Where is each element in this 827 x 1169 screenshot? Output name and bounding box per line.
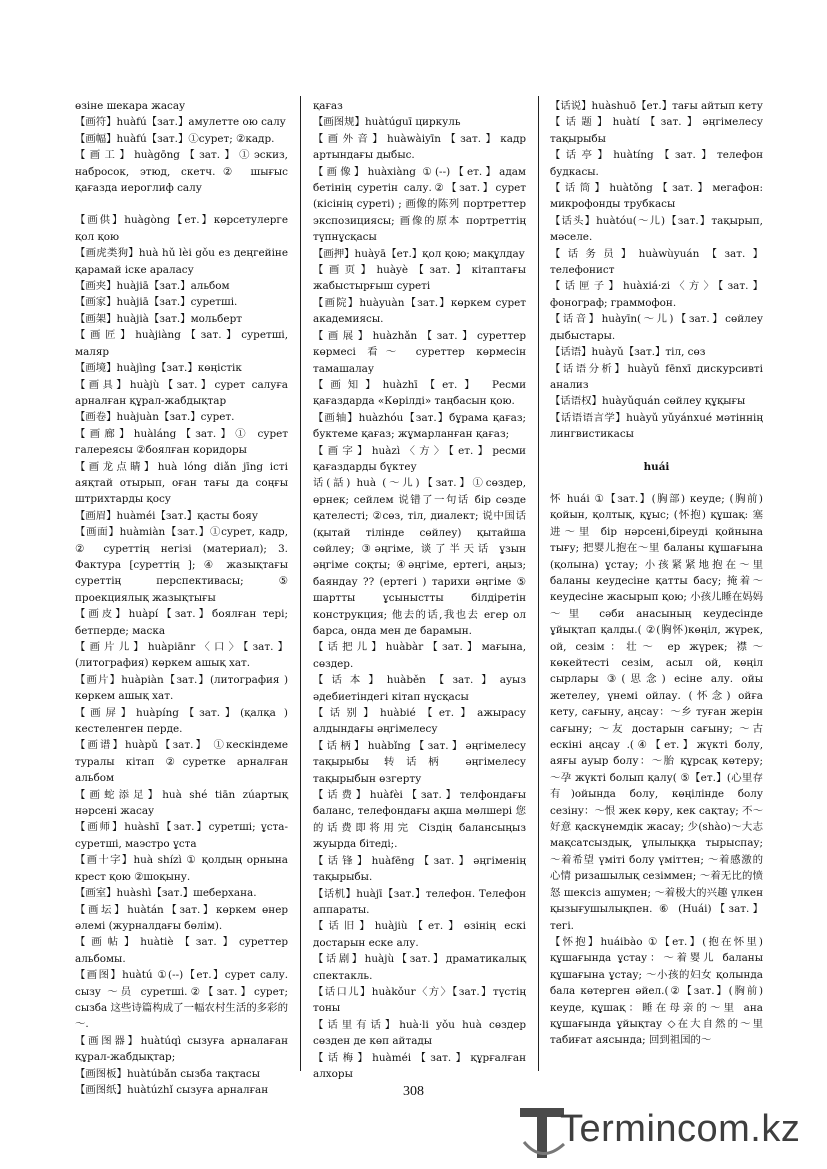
dictionary-entry: 【话语权】huàyǔquán сөйлеу құқығы bbox=[550, 395, 746, 408]
dictionary-entry: 【话剧】huàjù【зат.】драматикалық спектакль. bbox=[313, 953, 526, 982]
dictionary-entry: 【画屏】huàpíng【зат.】(қалқа ) кестеленген перде. bbox=[75, 706, 288, 736]
dictionary-entry: 【画押】huàyā【ет.】қол қою; мақұлдау bbox=[313, 247, 525, 260]
dictionary-entry: 【画帖】huàtiè【зат.】суреттер альбомы. bbox=[75, 936, 288, 965]
column-divider bbox=[538, 96, 539, 1071]
dictionary-entry: 【话费】huàfèi【зат.】телфондағы баланс, телефондағы ақша мөлшері 您的话费即将用完 Сіздің балансыңыз жуырда бітеді;. bbox=[313, 789, 526, 851]
dictionary-entry: 【画轴】huàzhóu【зат.】бұрама қағаз; буктеме қағаз; жұмарланған қағаз; bbox=[313, 411, 526, 441]
dictionary-entry: 【画室】huàshì【зат.】шеберхана. bbox=[75, 887, 257, 900]
dictionary-entry: 【话里有话】huà·li yǒu huà сөздер сөзден де көп айтады bbox=[313, 1018, 526, 1048]
dictionary-entry: 【话锋】huàfēng【зат.】әңгіменің тақырыбы. bbox=[313, 854, 526, 884]
dictionary-entry: қағаз bbox=[313, 100, 343, 112]
dictionary-entry: 【画展】huàzhǎn【зат.】суреттер көрмесі 看～ суреттер көрмесін тамашалау bbox=[313, 329, 526, 375]
dictionary-entry: 【画眉】huàméi【зат.】қасты бояу bbox=[75, 509, 258, 522]
dictionary-entry bbox=[75, 196, 288, 212]
dictionary-entry: 【画符】huàfú【зат.】амулетте ою салу bbox=[75, 116, 286, 129]
dictionary-entry: 【话亭】huàtíng【зат.】телефон будкасы. bbox=[550, 149, 763, 178]
dictionary-entry: 【画家】huàjiā【зат.】суретші. bbox=[75, 296, 238, 309]
dictionary-entry: 【话匣子】huàxiá·zi〈方〉【зат.】фонограф; граммофон. bbox=[550, 280, 763, 309]
dictionary-entry: өзіне шекара жасау bbox=[75, 100, 186, 112]
dictionary-entry bbox=[550, 443, 763, 459]
dictionary-entry: 【画知】huàzhī【ет.】 Ресми қағаздарда «Көрілді» таңбасын қою. bbox=[313, 378, 526, 408]
dictionary-entry: 【话语语言学】huàyǔ yǔyánxué мәтіннің лингвистикасы bbox=[550, 411, 763, 441]
dictionary-entry: 【画师】huàshī【зат.】суретші; ұста-суретші, маэстро ұста bbox=[75, 821, 288, 850]
dictionary-entry: 【画面】huàmiàn【зат.】①сурет, кадр, ② суреттің негізі (материал); 3. Фактура [суреттің ]; ④ жазықтағы суреттің перспективасы; ⑤ проекциялық жазықтығы bbox=[75, 526, 288, 604]
dictionary-entry: 【画境】huàjìng【зат.】көңістік bbox=[75, 362, 242, 375]
dictionary-entry: 【画皮】huàpí【зат.】боялған тері; бетперде; маска bbox=[75, 608, 288, 637]
dictionary-entry: 【画页】huàyè【зат.】кітаптағы жабыстырғыш суреті bbox=[313, 264, 526, 293]
dictionary-entry: 【话别】huàbié【ет.】ажырасу алдындағы әңгімелесу bbox=[313, 707, 526, 736]
dictionary-entry: 怀 huái ①【зат.】(胸部) кеуде; (胸前) қойын, қолтық, құыс; (怀抱) құшақ: 塞进～里 бір нәрсені,біреуді қойнына тығу; 把婴儿抱在～里 баланы құшағына (қолына) ұстау; 小孩紧紧地抱在～里 баланы кеудесіне қатты басу; 掩着～ кеудесіне жасырып қою; 小孩儿睡在妈妈～里 сәби анасының кеудесінде ұйықтап қалды.( ②(胸怀)көңіл, жүрек, ой, сезім：壮～ ер жүрек; 襟～көкейтесті сезім, асыл ой, көңіл сырлары ③(思念) есіне алу. ойы жетелеу, үнемі ойлау. (怀念) ойға кету, сағыну, аңсау：～乡 туған жерін сағыну; ～友 достарын сағыну; ～古 ескіні аңсау .(④【ет.】жүкті болу, аяғы ауыр болу：～胎 құрсақ көтеру; ～孕 жүкті болып қалу( ⑤【ет.】(心里存有)ойында болу, көңілінде болу сезіну：～恨 жек көру, кек сақтау; 不～好意 қаскүнемдік жасау; 少(shào)～大志 мақсатсыздық, ұлылыққа тырыспау; ～着希望 үміті болу үміттен; ～着感激的心情 ризашылық сезіммен; ～着无比的愤怒 шексіз ашумен; ～着极大的兴趣 үлкен қызығушылықпен. ⑥ (Huái)【зат.】тегі. bbox=[550, 492, 763, 932]
dictionary-entry: 【话柄】huàbǐng【зат.】әңгімелесу тақырыбы 转话柄 әңгімелесу тақырыбын өзгерту bbox=[313, 739, 526, 785]
dictionary-entry: 【话旧】huàjiù【ет.】өзінің ескі достарын еске алу. bbox=[313, 920, 526, 949]
dictionary-entry: 【话把儿】huàbàr【зат.】мағына, сөздер. bbox=[313, 641, 526, 670]
dictionary-entry: 【话说】huàshuō【ет.】тағы айтып кету bbox=[550, 100, 763, 112]
dictionary-entry: 【画图规】huàtúguī циркуль bbox=[313, 116, 461, 129]
dictionary-entry: 【画虎类狗】huà hǔ lèi gǒu ез деңгейіне қарамай іске араласу bbox=[75, 247, 288, 276]
dictionary-entry: 【画卷】huàjuàn【зат.】сурет. bbox=[75, 411, 235, 424]
dictionary-entry: 【话务员】huàwùyuán【зат.】телефонист bbox=[550, 247, 763, 277]
dictionary-entry: 【话头】huàtóu(～儿)【зат.】тақырып, мәселе. bbox=[550, 214, 763, 244]
dictionary-entry: 【画院】huàyuàn【зат.】көркем сурет академиясы. bbox=[313, 296, 526, 326]
dictionary-entry: 【画图纸】huàtúzhǐ сызуға арналған bbox=[75, 1083, 269, 1096]
dictionary-entry: 【话梅】huàméi【зат.】құрғалған алхоры bbox=[313, 1051, 526, 1080]
column-1 bbox=[75, 98, 288, 1096]
dictionary-entry: 【话口儿】huàkǒur〈方〉【зат.】түстің тоны bbox=[313, 985, 526, 1015]
dictionary-entry: 【话题】huàtí【зат.】әңгімелесу тақырыбы bbox=[550, 116, 763, 145]
section-heading: huái bbox=[643, 460, 670, 473]
dictionary-entry: 【画外音】huàwàiyīn【зат.】кадр артындағы дыбыс. bbox=[313, 132, 526, 162]
column-3 bbox=[550, 98, 763, 1073]
dictionary-entry: 【画匠】huàjiàng【зат.】суретші, маляр bbox=[75, 329, 288, 358]
dictionary-entry: 【话机】huàjī【зат.】телефон. Телефон аппараты. bbox=[313, 887, 526, 916]
dictionary-entry: 【画工】huàgōng【зат.】①эскиз, набросок, этюд, скетч.② шығыс қағазда иероглиф салу bbox=[75, 149, 288, 195]
dictionary-entry: 【怀抱】huáibào ①【ет.】(抱在怀里) құшағында ұстау：～着婴儿 баланы құшағына ұстау; ～小孩的妇女 қолында бала көтерген әйел.(②【зат.】(胸前) кеуде, құшақ：睡在母亲的～里 ана құшағында ұйықтау ◇在大自然的～里 табиғат аясында; 回到祖国的～ bbox=[550, 935, 763, 1047]
dictionary-entry: 【画供】huàgòng【ет.】көрсетулерге қол қою bbox=[75, 214, 288, 243]
dictionary-entry: 【话语分析】huàyǔ fēnxī дискурсивті анализ bbox=[550, 362, 763, 391]
dictionary-entry: 【画片儿】huàpiānr〈口〉【зат.】(литография) көркем ашық хат. bbox=[75, 641, 288, 670]
dictionary-entry: 【话语】huàyǔ【зат.】тіл, сөз bbox=[550, 346, 706, 359]
page-number: 308 bbox=[403, 1084, 424, 1099]
dictionary-entry: 【话本】huàběn【зат.】ауыз әдебиетіндегі кітап нұсқасы bbox=[313, 674, 526, 703]
dictionary-entry: 【画具】huàjù【зат.】сурет салуға арналған құрал-жабдықтар bbox=[75, 378, 288, 407]
dictionary-entry bbox=[550, 475, 763, 491]
dictionary-entry: 【画坛】huàtán【зат.】көркем өнер әлемі (журналдағы бөлім). bbox=[75, 903, 288, 932]
column-2 bbox=[313, 98, 526, 1080]
dictionary-entry: 【画夹】huàjiā【зат.】альбом bbox=[75, 280, 230, 293]
dictionary-entry: 【画廊】huàláng【зат.】① сурет галереясы ②боялған коридоры bbox=[75, 427, 288, 457]
dictionary-entry: 【画谱】huàpǔ【зат.】 ①кескіндеме туралы кітап ②суретке арналған альбом bbox=[75, 739, 288, 785]
dictionary-entry: 【画蛇添足】huà shé tiān zúартық нәрсені жасау bbox=[75, 788, 288, 818]
dictionary-entry: 【画幅】huàfú【зат.】①сурет; ②кадр. bbox=[75, 132, 275, 145]
dictionary-entry: 【画十字】huà shízì ① қолдың орнына крест қою ②шоқыну. bbox=[75, 854, 288, 883]
dictionary-entry: 【画字】huàzì〈方〉【ет.】ресми қағаздарды бүктеу bbox=[313, 444, 526, 473]
watermark-text: Termincom.kz bbox=[560, 1108, 801, 1150]
dictionary-entry: 【画图器】huàtúqì сызуға арналаған құрал-жабдықтар; bbox=[75, 1034, 288, 1064]
dictionary-entry: 【话音】huàyīn(～儿)【зат.】сөйлеу дыбыстары. bbox=[550, 313, 763, 342]
dictionary-entry: 话(話) huà (～儿)【зат.】①сөздер, өрнек; сейлем 说错了一句话 бір сөзде қателесті; ②сөз, тіл, диалект; 说中国话 (қытай тілінде сөйлеу) қытайша сөйлеу; ③әңгіме, 谈了半天话 ұзын әңгіме соқты; ④әңгіме, ертегі, аңыз; баяндау ?? (ертегі ) тарихи әңгіме ⑤ шартты ұсыныстты білдіретін конструкция; 他去的话,我也去 егер ол барса, онда мен де барамын. bbox=[313, 477, 526, 637]
column-divider bbox=[300, 96, 301, 1071]
dictionary-entry: 【画龙点睛】huà lóng diǎn jīng істі аяқтай отырып, оған тағы да соңғы штрихтарды қосу bbox=[75, 460, 288, 506]
dictionary-entry: 【画图】huàtú ①(--)【ет.】сурет салу. сызу ～员 суретші.②【зат.】сурет; сызба 这些诗篇构成了一幅农村生活的多彩的～. bbox=[75, 969, 288, 1031]
dictionary-entry: 【画架】huàjià【зат.】мольберт bbox=[75, 312, 242, 325]
dictionary-entry: 【画片】huàpiàn【зат.】(литография ) көркем ашық хат. bbox=[75, 673, 288, 703]
dictionary-entry: 【画像】huàxiàng ①(--)【ет.】адам бетінің суретін салу.②【зат.】сурет (кісінің суреті) ; 画像的陈列 портреттер экспозициясы; 画像的原本 портреттің түпнұсқасы bbox=[313, 165, 526, 244]
dictionary-entry: 【画图板】huàtúbǎn сызба тақтасы bbox=[75, 1067, 261, 1080]
dictionary-entry: 【话筒】huàtǒng【зат.】мегафон: микрофонды трубкасы bbox=[550, 182, 763, 211]
